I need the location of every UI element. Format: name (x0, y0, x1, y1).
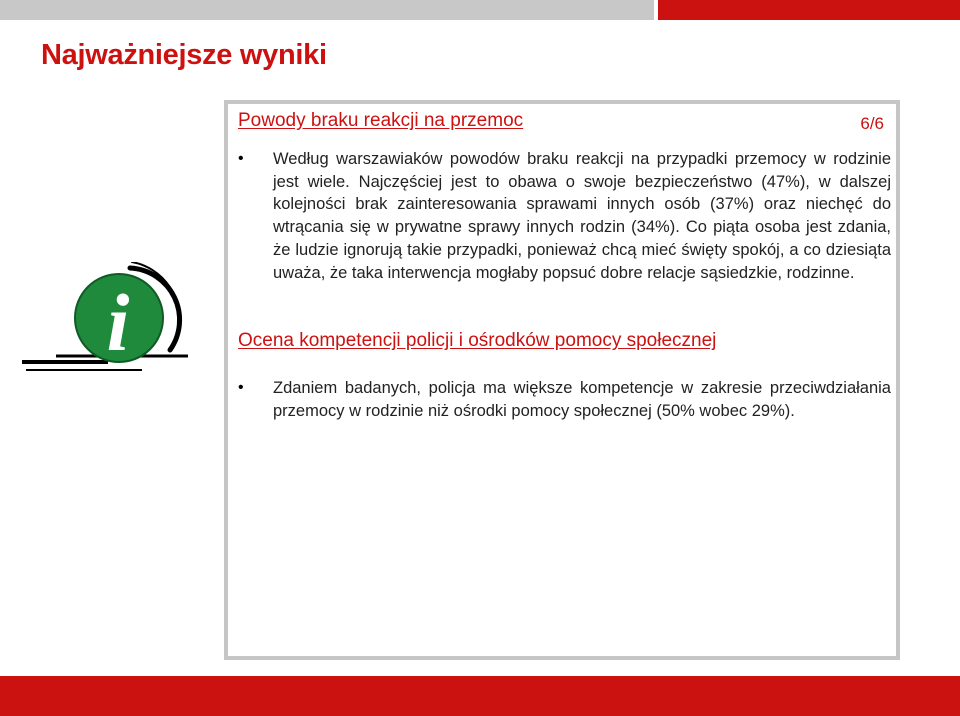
page-indicator: 6/6 (860, 114, 884, 133)
bullet-marker: • (238, 150, 244, 167)
content-panel (224, 100, 900, 660)
slide-title: Najważniejsze wyniki (41, 39, 327, 71)
top-decorative-bar-red (658, 0, 960, 20)
bottom-decorative-bar (0, 676, 960, 716)
section-heading-competence: Ocena kompetencji policji i ośrodków pomocy społecznej (238, 330, 717, 351)
top-decorative-bar-gray (0, 0, 654, 20)
info-icon (20, 262, 195, 374)
section-text-competence: Zdaniem badanych, policja ma większe kompetencje w zakresie przeciwdziałania przemocy w rodzinie niż ośrodki pomocy społecznej (50% wobec 29%). (273, 379, 891, 420)
section-text-reasons: Według warszawiaków powodów braku reakcji na przypadki przemocy w rodzinie jest wiele. Najczęściej jest to obawa o swoje bezpieczeństwo (47%), w dalszej kolejności brak zainteresowania sprawami innych osób (37%) oraz niechęć do wtrącania się w prywatne sprawy innych rodzin (34%). Co piąta osoba jest zdania, że ludzie ignorują takie przypadki, ponieważ chcą mieć święty spokój, a co dziesiąta uważa, że taka interwencja mogłaby popsuć dobre relacje sąsiedzkie, rodzinne. (273, 150, 891, 282)
section-heading-reasons: Powody braku reakcji na przemoc (238, 110, 524, 131)
info-icon-glyph: i (106, 277, 130, 368)
bullet-marker: • (238, 379, 244, 396)
